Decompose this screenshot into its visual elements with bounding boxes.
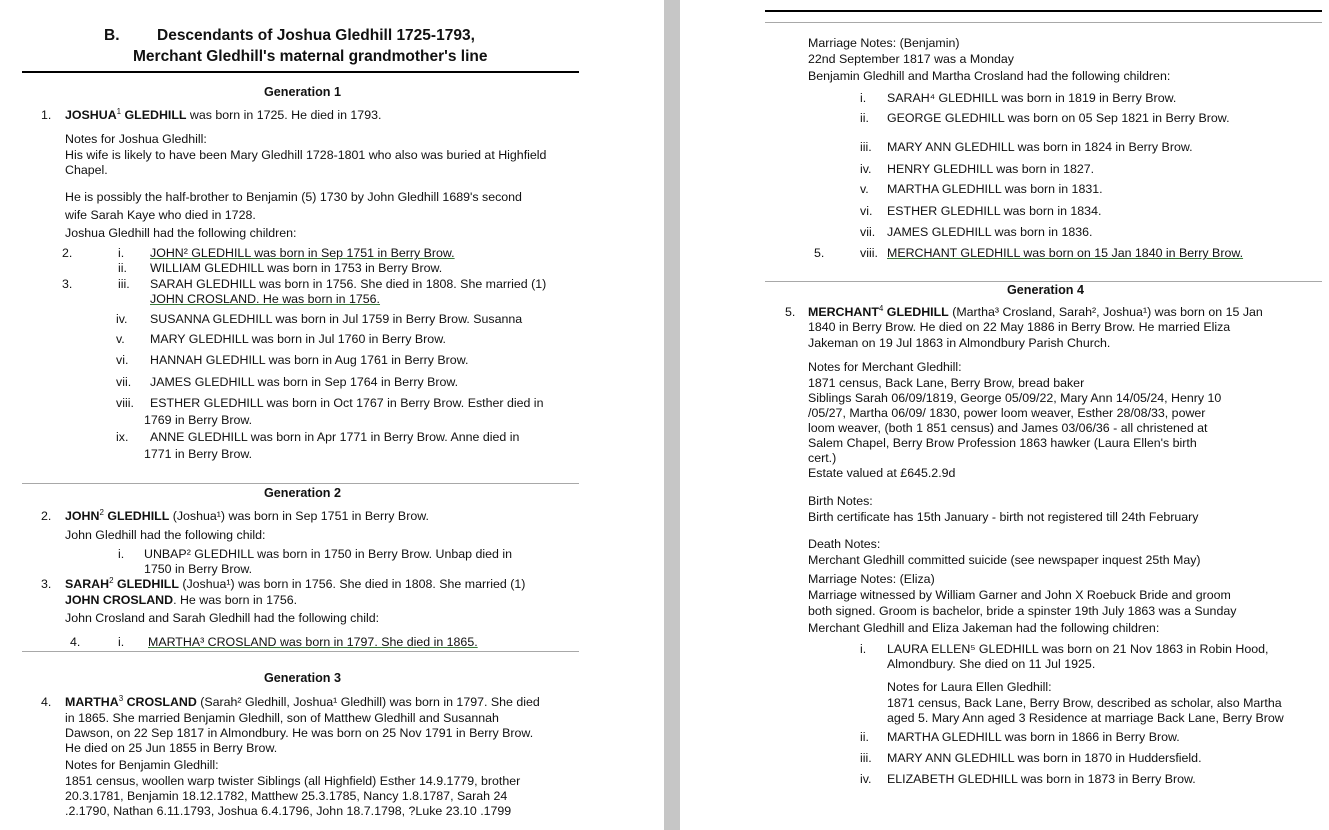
child-number: ii. bbox=[860, 111, 869, 125]
child-entry: UNBAP² GLEDHILL was born in 1750 in Berry Brow. Unbap died in bbox=[144, 547, 512, 561]
child-entry: WILLIAM GLEDHILL was born in 1753 in Berry Brow. bbox=[150, 261, 443, 275]
generation-2-heading: Generation 2 bbox=[264, 486, 341, 500]
child-entry-cont: 1769 in Berry Brow. bbox=[144, 413, 253, 427]
notes-laura-line: aged 5. Mary Ann aged 3 Residence at marriage Back Lane, Berry Brow bbox=[887, 711, 1284, 725]
person-1-gen: 1 bbox=[116, 106, 122, 116]
child-number: iv. bbox=[116, 312, 128, 326]
person-5-number: 5. bbox=[785, 305, 796, 319]
person-4-name: MARTHA bbox=[65, 695, 119, 709]
child-number: i. bbox=[860, 91, 867, 105]
notes-merchant-line: Siblings Sarah 06/09/1819, George 05/09/22, Mary Ann 14/05/24, Henry 10 bbox=[808, 391, 1222, 405]
child-entry: SUSANNA GLEDHILL was born in Jul 1759 in Berry Brow. Susanna bbox=[150, 312, 523, 326]
person-5-text: (Martha³ Crosland, Sarah², Joshua¹) was born on 15 Jan bbox=[948, 305, 1263, 319]
child-entry-cont: JOHN CROSLAND. He was born in 1756. bbox=[150, 292, 381, 306]
person-3-entry-cont bbox=[65, 593, 297, 608]
notes-benjamin-line: 20.3.1781, Benjamin 18.12.1782, Matthew 25.3.1785, Nancy 1.8.1787, Sarah 24 bbox=[65, 789, 508, 803]
notes-merchant-line: 1871 census, Back Lane, Berry Brow, bread baker bbox=[808, 376, 1085, 390]
child-entry: HANNAH GLEDHILL was born in Aug 1761 in Berry Brow. bbox=[150, 353, 469, 367]
spouse-name: JOHN CROSLAND bbox=[65, 593, 174, 607]
child-number: ix. bbox=[116, 430, 129, 444]
child-entry: MARY GLEDHILL was born in Jul 1760 in Berry Brow. bbox=[150, 332, 446, 346]
person-1-entry bbox=[65, 108, 381, 123]
john-children-intro: John Gledhill had the following child: bbox=[65, 528, 266, 542]
death-notes-line: Merchant Gledhill committed suicide (see newspaper inquest 25th May) bbox=[808, 553, 1201, 567]
person-2-surname: GLEDHILL bbox=[103, 509, 170, 523]
child-number: i. bbox=[118, 635, 125, 649]
child-entry: MERCHANT GLEDHILL was born on 15 Jan 1840 in Berry Brow. bbox=[887, 246, 1244, 260]
marriage-notes-eliza-line: both signed. Groom is bachelor, bride a spinster 19th July 1863 was a Sunday bbox=[808, 604, 1237, 618]
person-5-name: MERCHANT bbox=[808, 305, 879, 319]
person-4-line: Dawson, on 22 Sep 1817 in Almondbury. He was born on 25 Nov 1791 in Berry Brow. bbox=[65, 726, 534, 740]
child-number: vii. bbox=[116, 375, 132, 389]
birth-notes-heading: Birth Notes: bbox=[808, 494, 873, 508]
child-entry: ESTHER GLEDHILL was born in Oct 1767 in Berry Brow. Esther died in bbox=[150, 396, 544, 410]
top-rule-thin bbox=[765, 22, 1322, 23]
person-2-number: 2. bbox=[41, 509, 52, 523]
child-number: iv. bbox=[860, 772, 872, 786]
notes-laura-line: 1871 census, Back Lane, Berry Brow, described as scholar, also Martha bbox=[887, 696, 1282, 710]
child-entry: MARTHA³ CROSLAND was born in 1797. She died in 1865. bbox=[148, 635, 478, 649]
child-entry-cont: 1771 in Berry Brow. bbox=[144, 447, 253, 461]
person-3-name: SARAH bbox=[65, 577, 110, 591]
child-number: iv. bbox=[860, 162, 872, 176]
marriage-notes-line: 22nd September 1817 was a Monday bbox=[808, 52, 1014, 66]
child-number: iii. bbox=[860, 140, 872, 154]
person-3-text: (Joshua¹) was born in 1756. She died in 1808. She married (1) bbox=[178, 577, 526, 591]
merchant-children-intro: Merchant Gledhill and Eliza Jakeman had the following children: bbox=[808, 621, 1160, 635]
right-page bbox=[680, 0, 1329, 830]
person-4-entry bbox=[65, 695, 540, 710]
notes-benjamin-heading: Notes for Benjamin Gledhill: bbox=[65, 758, 219, 772]
child-entry: MARTHA GLEDHILL was born in 1866 in Berry Brow. bbox=[887, 730, 1180, 744]
divider bbox=[22, 483, 579, 484]
child-number: i. bbox=[118, 246, 125, 260]
notes-joshua-line: He is possibly the half-brother to Benjamin (5) 1730 by John Gledhill 1689's second bbox=[65, 190, 522, 204]
child-entry: GEORGE GLEDHILL was born on 05 Sep 1821 in Berry Brow. bbox=[887, 111, 1230, 125]
person-1-text: was born in 1725. He died in 1793. bbox=[186, 108, 382, 122]
person-3-number: 3. bbox=[41, 577, 52, 591]
person-5-line: 1840 in Berry Brow. He died on 22 May 1886 in Berry Brow. He married Eliza bbox=[808, 320, 1231, 334]
marriage-notes-heading: Marriage Notes: (Benjamin) bbox=[808, 36, 960, 50]
left-page bbox=[0, 0, 664, 830]
child-number: v. bbox=[860, 182, 869, 196]
person-4-surname: CROSLAND bbox=[123, 695, 197, 709]
divider bbox=[765, 281, 1322, 282]
person-4-line: in 1865. She married Benjamin Gledhill, son of Matthew Gledhill and Susannah bbox=[65, 711, 499, 725]
person-5-line: Jakeman on 19 Jul 1863 in Almondbury Parish Church. bbox=[808, 336, 1111, 350]
child-entry: HENRY GLEDHILL was born in 1827. bbox=[887, 162, 1095, 176]
child-number: i. bbox=[118, 547, 125, 561]
child-number: vi. bbox=[860, 204, 873, 218]
child-entry: JAMES GLEDHILL was born in Sep 1764 in Berry Brow. bbox=[150, 375, 459, 389]
child-ref: 5. bbox=[814, 246, 825, 260]
person-3-surname: GLEDHILL bbox=[113, 577, 179, 591]
person-5-surname: GLEDHILL bbox=[883, 305, 949, 319]
notes-joshua-heading: Notes for Joshua Gledhill: bbox=[65, 132, 207, 146]
child-number: ii. bbox=[118, 261, 127, 275]
generation-4-heading: Generation 4 bbox=[1007, 283, 1084, 297]
person-4-number: 4. bbox=[41, 695, 52, 709]
child-entry: ELIZABETH GLEDHILL was born in 1873 in Berry Brow. bbox=[887, 772, 1196, 786]
child-entry: JOHN² GLEDHILL was born in Sep 1751 in Berry Brow. bbox=[150, 246, 455, 260]
person-1-number: 1. bbox=[41, 108, 52, 122]
page-title-line2: Merchant Gledhill's maternal grandmother's line bbox=[133, 48, 488, 65]
notes-merchant-line: Salem Chapel, Berry Brow Profession 1863 hawker (Laura Ellen's birth bbox=[808, 436, 1197, 450]
page-title-line1: Descendants of Joshua Gledhill 1725-1793, bbox=[157, 27, 475, 44]
generation-3-heading: Generation 3 bbox=[264, 671, 341, 685]
child-number: viii. bbox=[860, 246, 878, 260]
notes-benjamin-line: 1851 census, woollen warp twister Siblings (all Highfield) Esther 14.9.1779, brother bbox=[65, 774, 521, 788]
notes-merchant-heading: Notes for Merchant Gledhill: bbox=[808, 360, 962, 374]
joshua-children-intro: Joshua Gledhill had the following children: bbox=[65, 226, 297, 240]
person-5-gen: 4 bbox=[878, 303, 884, 313]
person-2-gen: 2 bbox=[99, 507, 104, 517]
marriage-notes-eliza-line: Marriage witnessed by William Garner and John X Roebuck Bride and groom bbox=[808, 588, 1231, 602]
title-rule bbox=[22, 71, 579, 73]
notes-merchant-line: cert.) bbox=[808, 451, 837, 465]
benjamin-children-intro: Benjamin Gledhill and Martha Crosland had the following children: bbox=[808, 69, 1171, 83]
child-entry: SARAH⁴ GLEDHILL was born in 1819 in Berry Brow. bbox=[887, 91, 1177, 105]
child-entry: LAURA ELLEN⁵ GLEDHILL was born on 21 Nov 1863 in Robin Hood, bbox=[887, 642, 1269, 656]
child-entry: ANNE GLEDHILL was born in Apr 1771 in Berry Brow. Anne died in bbox=[150, 430, 520, 444]
notes-joshua-line: His wife is likely to have been Mary Gledhill 1728-1801 who also was buried at Highfield bbox=[65, 148, 547, 162]
notes-merchant-line: loom weaver, (both 1 851 census) and James 03/06/36 - all christened at bbox=[808, 421, 1208, 435]
top-rule bbox=[765, 10, 1322, 12]
child-entry: MARTHA GLEDHILL was born in 1831. bbox=[887, 182, 1103, 196]
notes-merchant-line: Estate valued at £645.2.9d bbox=[808, 466, 956, 480]
child-number: vi. bbox=[116, 353, 129, 367]
notes-benjamin-line: .2.1790, Nathan 6.11.1793, Joshua 6.4.1796, John 18.7.1798, ?Luke 23.10 .1799 bbox=[65, 804, 512, 818]
person-2-entry bbox=[65, 509, 429, 524]
person-3-gen: 2 bbox=[109, 575, 114, 585]
child-number: ii. bbox=[860, 730, 869, 744]
child-ref: 2. bbox=[62, 246, 73, 260]
child-entry: MARY ANN GLEDHILL was born in 1824 in Berry Brow. bbox=[887, 140, 1193, 154]
child-number: iii. bbox=[118, 277, 130, 291]
child-entry: JAMES GLEDHILL was born in 1836. bbox=[887, 225, 1093, 239]
notes-laura-heading: Notes for Laura Ellen Gledhill: bbox=[887, 680, 1052, 694]
notes-joshua-line: Chapel. bbox=[65, 163, 108, 177]
child-entry: SARAH GLEDHILL was born in 1756. She died in 1808. She married (1) bbox=[150, 277, 547, 291]
birth-notes-line: Birth certificate has 15th January - birth not registered till 24th February bbox=[808, 510, 1199, 524]
person-5-entry bbox=[808, 305, 1263, 320]
child-ref: 4. bbox=[70, 635, 81, 649]
child-entry: ESTHER GLEDHILL was born in 1834. bbox=[887, 204, 1102, 218]
child-number: viii. bbox=[116, 396, 134, 410]
notes-merchant-line: /05/27, Martha 06/09/ 1830, power loom weaver, Esther 28/08/33, power bbox=[808, 406, 1206, 420]
sarah-children-intro: John Crosland and Sarah Gledhill had the following child: bbox=[65, 611, 380, 625]
person-1-name: JOSHUA bbox=[65, 108, 117, 122]
child-number: vii. bbox=[860, 225, 876, 239]
person-1-surname: GLEDHILL bbox=[121, 108, 187, 122]
person-2-name: JOHN bbox=[65, 509, 100, 523]
generation-1-heading: Generation 1 bbox=[264, 85, 341, 99]
child-number: i. bbox=[860, 642, 867, 656]
person-4-line: He died on 25 Jun 1855 in Berry Brow. bbox=[65, 741, 278, 755]
section-letter: B. bbox=[104, 27, 120, 44]
person-2-text: (Joshua¹) was born in Sep 1751 in Berry Brow. bbox=[169, 509, 429, 523]
child-number: v. bbox=[116, 332, 125, 346]
notes-joshua-line: wife Sarah Kaye who died in 1728. bbox=[65, 208, 256, 222]
marriage-notes-eliza-heading: Marriage Notes: (Eliza) bbox=[808, 572, 935, 586]
person-4-text: (Sarah² Gledhill, Joshua¹ Gledhill) was born in 1797. She died bbox=[196, 695, 540, 709]
child-entry-cont: 1750 in Berry Brow. bbox=[144, 562, 253, 576]
page-gutter bbox=[664, 0, 680, 830]
divider bbox=[22, 651, 579, 652]
death-notes-heading: Death Notes: bbox=[808, 537, 881, 551]
child-ref: 3. bbox=[62, 277, 73, 291]
spouse-text: . He was born in 1756. bbox=[173, 593, 298, 607]
child-number: iii. bbox=[860, 751, 872, 765]
person-3-entry bbox=[65, 577, 525, 592]
person-4-gen: 3 bbox=[118, 693, 124, 703]
child-entry-cont: Almondbury. She died on 11 Jul 1925. bbox=[887, 657, 1096, 671]
child-entry: MARY ANN GLEDHILL was born in 1870 in Huddersfield. bbox=[887, 751, 1202, 765]
